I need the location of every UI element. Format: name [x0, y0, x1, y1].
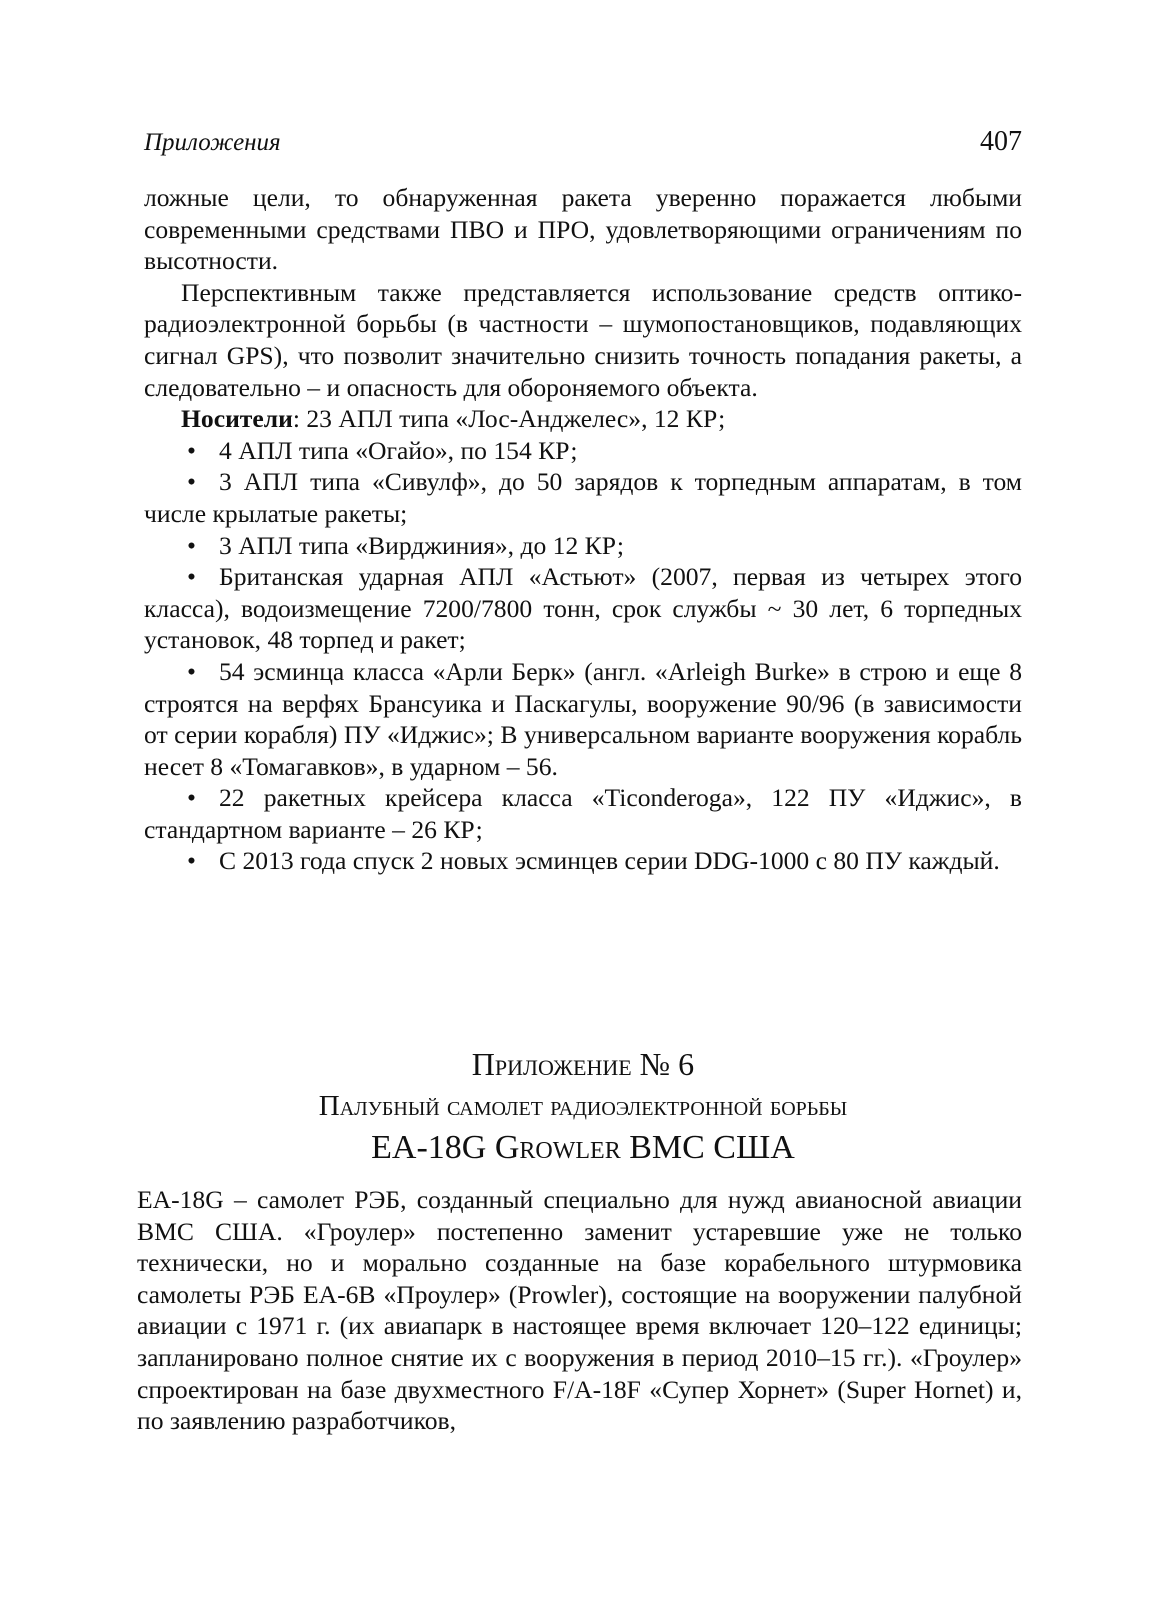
- appendix-number: Приложение № 6: [471, 1046, 695, 1082]
- running-title: Приложения: [144, 129, 281, 156]
- appendix-text: [137, 1184, 1022, 1437]
- running-header: [144, 126, 1022, 158]
- list-item: • С 2013 года спуск 2 новых эсминцев серии DDG-1000 с 80 ПУ каждый.: [144, 845, 1022, 877]
- list-item: • 22 ракетных крейсера класса «Ticonderoga», 122 ПУ «Иджис», в стандартном варианте – 26 КР;: [144, 782, 1022, 845]
- main-text: [144, 182, 1022, 877]
- list-item: • 3 АПЛ типа «Сивулф», до 50 зарядов к торпедным аппаратам, в том числе крылатые ракеты;: [144, 466, 1022, 529]
- carriers-label: Носители: [181, 404, 293, 434]
- carriers-text: : 23 АПЛ типа «Лос-Анджелес», 12 КР;: [292, 404, 726, 434]
- list-item: • 54 эсминца класса «Арли Берк» (англ. «Arleigh Burke» в строю и еще 8 строятся на верфях Брансуика и Паскагулы, вооружение 90/96 (в зависимости от серии корабля) ПУ «Иджис»; В универсальном варианте вооружения корабль несет 8 «Томагавков», в ударном – 56.: [144, 656, 1022, 782]
- paragraph-continuation: ложные цели, то обнаруженная ракета уверенно поражается любыми современными средствами ПВО и ПРО, удовлетворяющими ограничениям по высотности.: [144, 183, 1022, 276]
- page-number: 407: [980, 126, 1022, 157]
- list-item: • Британская ударная АПЛ «Астьют» (2007, первая из четырех этого класса), водоизмещение 7200/7800 тонн, срок службы ~ 30 лет, 6 торпедных установок, 48 торпед и ракет;: [144, 561, 1022, 656]
- appendix-heading: [144, 1042, 1022, 1170]
- paragraph-carriers: [144, 403, 1022, 435]
- appendix-paragraph: EA-18G – самолет РЭБ, созданный специально для нужд авианосной авиации ВМС США. «Гроулер» постепенно заменит устаревшие уже не только технически, но и морально созданные на базе корабельного штурмовика самолеты РЭБ EA-6B «Проулер» (Prowler), состоящие на вооружении палубной авиации с 1971 г. (их авиапарк в настоящее время включает 120–122 единицы; запланировано полное снятие их с вооружения в период 2010–15 гг.). «Гроулер» спроектирован на базе двухместного F/A-18F «Супер Хорнет» (Super Hornet) и, по заявлению разработчиков,: [137, 1185, 1022, 1436]
- list-item: • 4 АПЛ типа «Огайо», по 154 КР;: [144, 435, 1022, 467]
- paragraph-perspective: Перспективным также представляется использование средств оптико-радиоэлектронной борьбы (в частности – шумопостановщиков, подавляющих сигнал GPS), что позволит значительно снизить точность попадания ракеты, а следовательно – и опасность для обороняемого объекта.: [144, 277, 1022, 402]
- list-item: • 3 АПЛ типа «Вирджиния», до 12 КР;: [144, 530, 1022, 562]
- appendix-title: Палубный самолет радиоэлектронной борьбы: [318, 1090, 848, 1122]
- appendix-subtitle: EA-18G Growler ВМС США: [371, 1129, 795, 1166]
